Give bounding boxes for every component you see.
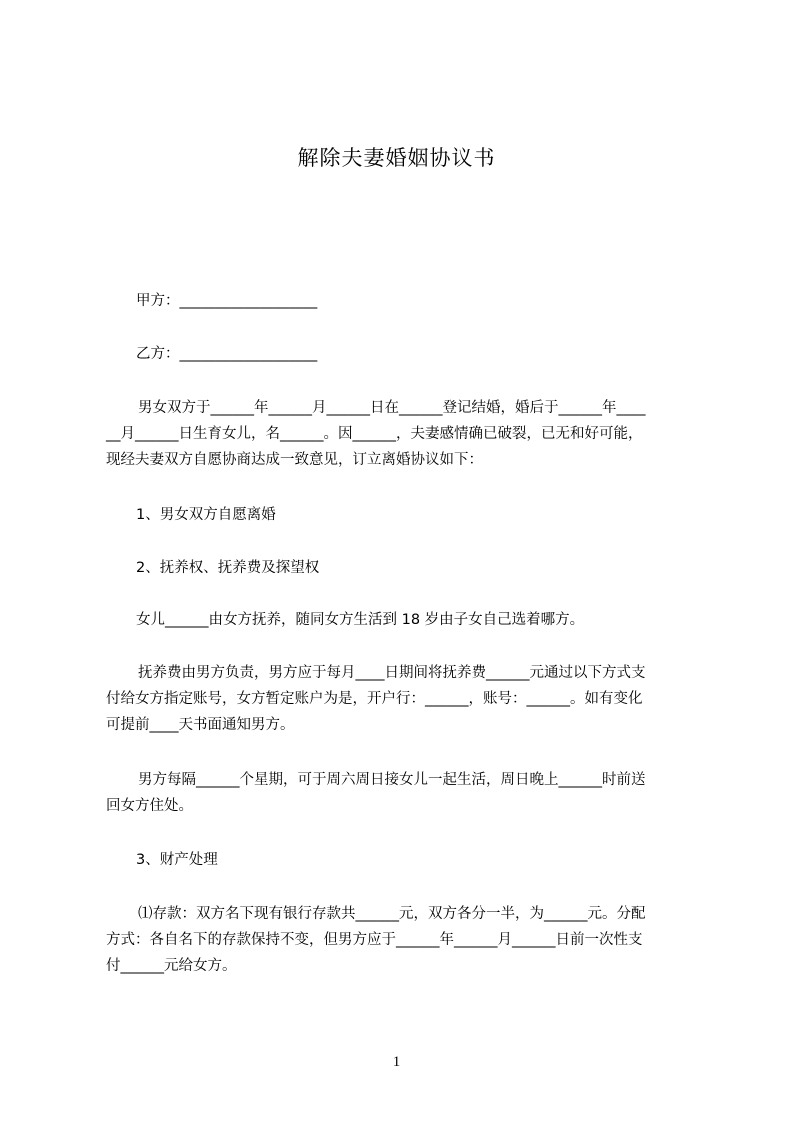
intro-paragraph <box>106 395 700 473</box>
support-paragraph <box>106 660 700 738</box>
deposit-line-3: 付______元给女方。 <box>106 958 237 974</box>
deposit-line-1: ⑴存款：双方名下现有银行存款共______元，双方各分一半，为______元。分配 <box>138 906 646 922</box>
visitation-line-1: 男方每隔______个星期，可于周六周日接女儿一起生活，周日晚上______时前送 <box>138 772 646 788</box>
document-title: 解除夫妻婚姻协议书 <box>297 146 496 170</box>
visitation-line-2: 回女方住处。 <box>106 798 193 814</box>
support-line-2: 付给女方指定账号，女方暂定账户为是，开户行：______，账号：______。如有变化 <box>106 691 643 707</box>
intro-line-1: 男女双方于______年______月______日在______登记结婚，婚后于______年____ <box>138 400 646 416</box>
visitation-paragraph <box>106 767 700 819</box>
clause-2-heading: 2、抚养权、抚养费及探望权 <box>136 560 320 576</box>
support-line-1: 抚养费由男方负责，男方应于每月____日期间将抚养费______元通过以下方式支 <box>138 665 646 681</box>
clause-3-heading: 3、财产处理 <box>136 852 218 868</box>
intro-line-2: __月______日生育女儿，名______。因______，夫妻感情确已破裂，已无和好可能， <box>106 426 643 442</box>
party-b-line: 乙方：___________________ <box>136 346 318 362</box>
custody-paragraph: 女儿______由女方抚养，随同女方生活到 18 岁由子女自己选着哪方。 <box>136 612 585 628</box>
clause-1-heading: 1、男女双方自愿离婚 <box>136 507 276 523</box>
party-a-line: 甲方：___________________ <box>136 293 318 309</box>
support-line-3: 可提前____天书面通知男方。 <box>106 717 295 733</box>
deposit-paragraph <box>106 901 700 979</box>
deposit-line-2: 方式：各自名下的存款保持不变，但男方应于______年______月______日前一次性支 <box>106 932 643 948</box>
intro-line-3: 现经夫妻双方自愿协商达成一致意见，订立离婚协议如下： <box>106 452 483 468</box>
page-number: 1 <box>392 1054 401 1070</box>
